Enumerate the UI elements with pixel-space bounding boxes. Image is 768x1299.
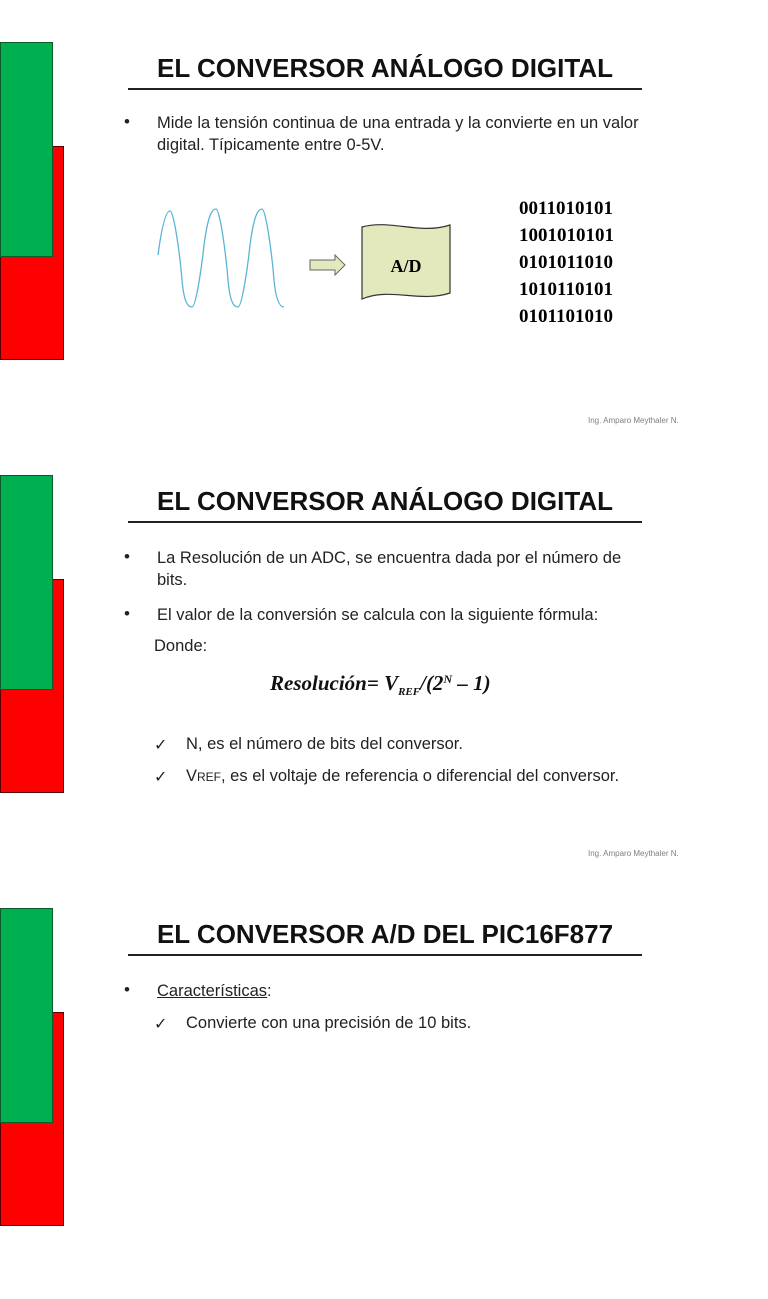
slide-2 — [0, 433, 768, 866]
check-icon: ✓ — [154, 737, 168, 754]
formula-sub: REF — [398, 686, 421, 698]
binary-line: 0101101010 — [519, 306, 613, 327]
vref-ref: REF — [197, 770, 222, 784]
ad-block-label: A/D — [390, 256, 422, 276]
bullet-icon: • — [124, 604, 130, 623]
colon: : — [267, 982, 272, 1000]
green-accent-bar — [0, 908, 53, 1123]
title-underline — [128, 88, 642, 90]
green-accent-bar — [0, 42, 53, 257]
vref-desc: , es el voltaje de referencia o diferencial del conversor. — [221, 767, 620, 785]
formula-mid: /(2 — [420, 671, 444, 695]
check-icon: ✓ — [154, 769, 168, 786]
slide-title: EL CONVERSOR ANÁLOGO DIGITAL — [157, 486, 613, 516]
binary-line: 0011010101 — [519, 198, 613, 219]
slide-3 — [0, 866, 768, 1299]
arrow-right-icon — [310, 255, 345, 275]
resolution-formula — [270, 671, 491, 698]
slide-title: EL CONVERSOR ANÁLOGO DIGITAL — [157, 53, 613, 83]
check-text: N, es el número de bits del conversor. — [186, 735, 463, 753]
bullet-icon: • — [124, 547, 130, 566]
check-icon: ✓ — [154, 1016, 168, 1033]
donde-label: Donde: — [154, 637, 208, 655]
slide-1 — [0, 0, 768, 433]
analog-wave — [158, 209, 284, 307]
footer-author: Ing. Amparo Meythaler N. — [588, 849, 679, 858]
bullet-icon: • — [124, 112, 130, 131]
check-text: Convierte con una precisión de 10 bits. — [186, 1014, 472, 1032]
footer-author: Ing. Amparo Meythaler N. — [588, 416, 679, 425]
title-underline — [128, 521, 642, 523]
green-accent-bar — [0, 475, 53, 690]
bullet-text: La Resolución de un ADC, se encuentra dada por el número de bits. — [157, 549, 622, 589]
slide-title: EL CONVERSOR A/D DEL PIC16F877 — [156, 919, 614, 949]
check-text — [186, 767, 619, 786]
formula-lhs: Resolución — [270, 671, 367, 695]
bullet-text: Mide la tensión continua de una entrada y la convierte en un valor digital. Típicamente entre 0-5V. — [157, 114, 639, 154]
binary-line: 1010110101 — [519, 279, 613, 300]
formula-v: = V — [366, 671, 399, 695]
binary-output — [519, 195, 614, 330]
bullet-text — [157, 980, 652, 1002]
formula-end: – 1) — [452, 671, 491, 695]
caracteristicas-label: Características — [157, 982, 268, 1000]
title-underline — [128, 954, 642, 956]
binary-line: 1001010101 — [519, 225, 614, 246]
formula-sup: N — [443, 672, 453, 686]
bullet-icon: • — [124, 980, 130, 999]
vref-v: V — [186, 767, 198, 785]
binary-line: 0101011010 — [519, 252, 613, 273]
bullet-text: El valor de la conversión se calcula con la siguiente fórmula: — [157, 606, 599, 624]
